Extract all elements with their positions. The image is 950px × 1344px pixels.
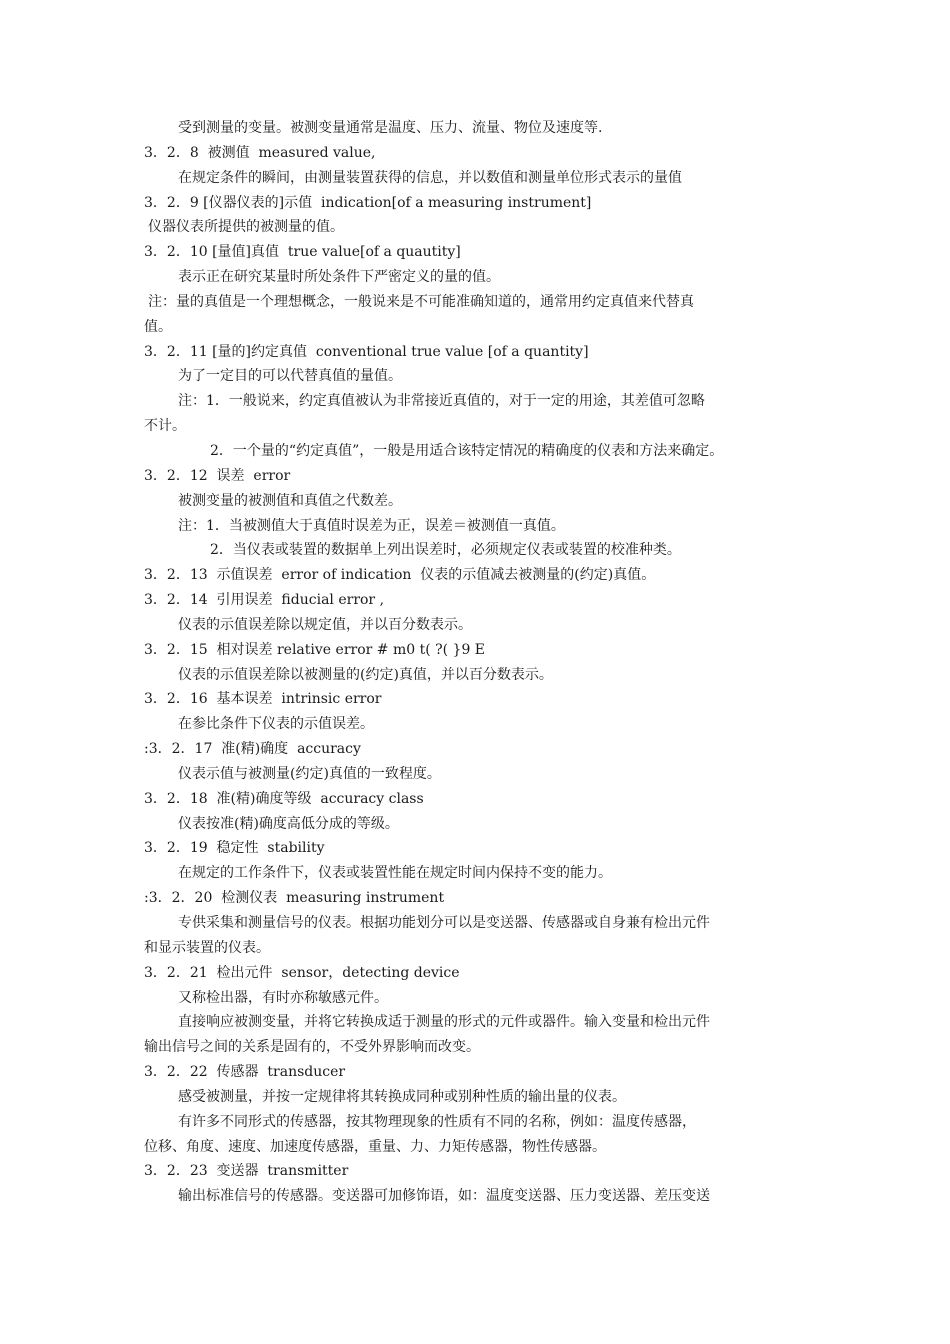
text-line: 输出标准信号的传感器。变送器可加修饰语，如：温度变送器、压力变送器、差压变送 [178,1188,710,1205]
text-line: 受到测量的变量。被测变量通常是温度、压力、流量、物位及速度等. [178,120,603,136]
text-line: 3．2．19 稳定性 stability [144,840,325,857]
text-line: 仪表按准(精)确度高低分成的等级。 [178,815,399,832]
text-line: 有许多不同形式的传感器，按其物理现象的性质有不同的名称，例如：温度传感器， [178,1113,696,1130]
text-line: 3．2．12 误差 error [144,467,291,484]
text-line: 专供采集和测量信号的仪表。根据功能划分可以是变送器、传感器或自身兼有检出元件 [178,915,710,931]
text-line: 和显示装置的仪表。 [144,939,270,956]
text-line: 被测变量的被测值和真值之代数差。 [178,492,402,509]
text-line: 3．2．18 准(精)确度等级 accuracy class [144,790,424,807]
text-line: 仪表的示值误差除以被测量的(约定)真值，并以百分数表示。 [178,666,553,683]
text-line: 在参比条件下仪表的示值误差。 [178,716,374,733]
text-line: 3．2．21 检出元件 sensor，detecting device [144,964,460,981]
text-line: :3．2．17 准(精)确度 accuracy [144,741,361,758]
text-line: 3．2．23 变送器 transmitter [144,1163,349,1180]
text-line: 仪表的示值误差除以规定值，并以百分数表示。 [178,616,472,633]
text-line: 3．2．8 被测值 measured value, [144,144,376,161]
text-line: 3．2．16 基本误差 intrinsic error [144,691,382,708]
text-line: 3．2．10 [量值]真值 true value[of a quautity] [144,244,461,261]
text-line: 2．当仪表或装置的数据单上列出误差时，必须规定仪表或装置的校准种类。 [210,542,681,559]
text-line: 注：量的真值是一个理想概念，一般说来是不可能准确知道的，通常用约定真值来代替真 [148,293,694,310]
text-line: 3．2．14 引用误差 fiducial error , [144,592,385,609]
text-line: 值。 [144,318,172,335]
document-body [144,116,814,1209]
text-line: 注：1．当被测值大于真值时误差为正，误差＝被测值一真值。 [178,517,565,534]
text-line: 在规定条件的瞬间，由测量装置获得的信息，并以数值和测量单位形式表示的量值 [178,169,682,186]
text-line: 表示正在研究某量时所处条件下严密定义的量的值。 [178,269,500,286]
text-line: 3．2．13 示值误差 error of indication 仪表的示值减去被测量的(约定)真值。 [144,567,656,584]
text-line: 位移、角度、速度、加速度传感器，重量、力、力矩传感器，物性传感器。 [144,1138,606,1155]
text-line: 在规定的工作条件下，仪表或装置性能在规定时间内保持不变的能力。 [178,865,612,882]
text-line: 2．一个量的“约定真值”，一般是用适合该特定情况的精确度的仪表和方法来确定。 [210,442,724,459]
text-line: 不计。 [144,418,186,435]
text-line: 仪表示值与被测量(约定)真值的一致程度。 [178,765,441,782]
text-line: :3．2．20 检测仪表 measuring instrument [144,890,445,907]
text-line: 直接响应被测变量，并将它转换成适于测量的形式的元件或器件。输入变量和检出元件 [178,1014,710,1031]
text-line: 注：1．一般说来，约定真值被认为非常接近真值的，对于一定的用途，其差值可忽略 [178,393,705,410]
text-line: 3．2．9 [仪器仪表的]示值 indication[of a measuring instrument] [144,194,592,211]
text-line: 仪器仪表所提供的被测量的值。 [148,219,344,236]
text-line: 输出信号之间的关系是固有的，不受外界影响而改变。 [144,1039,480,1056]
text-line: 感受被测量，并按一定规律将其转换成同种或别种性质的输出量的仪表。 [178,1088,626,1105]
text-line: 又称检出器，有时亦称敏感元件。 [178,989,388,1006]
text-line: 为了一定目的可以代替真值的量值。 [178,368,402,385]
text-line: 3．2．15 相对误差 relative error # m0 t( ?( }9 E [144,641,486,658]
text-line: 3．2．11 [量的]约定真值 conventional true value [of a quantity] [144,343,589,360]
text-line: 3．2．22 传感器 transducer [144,1064,346,1081]
